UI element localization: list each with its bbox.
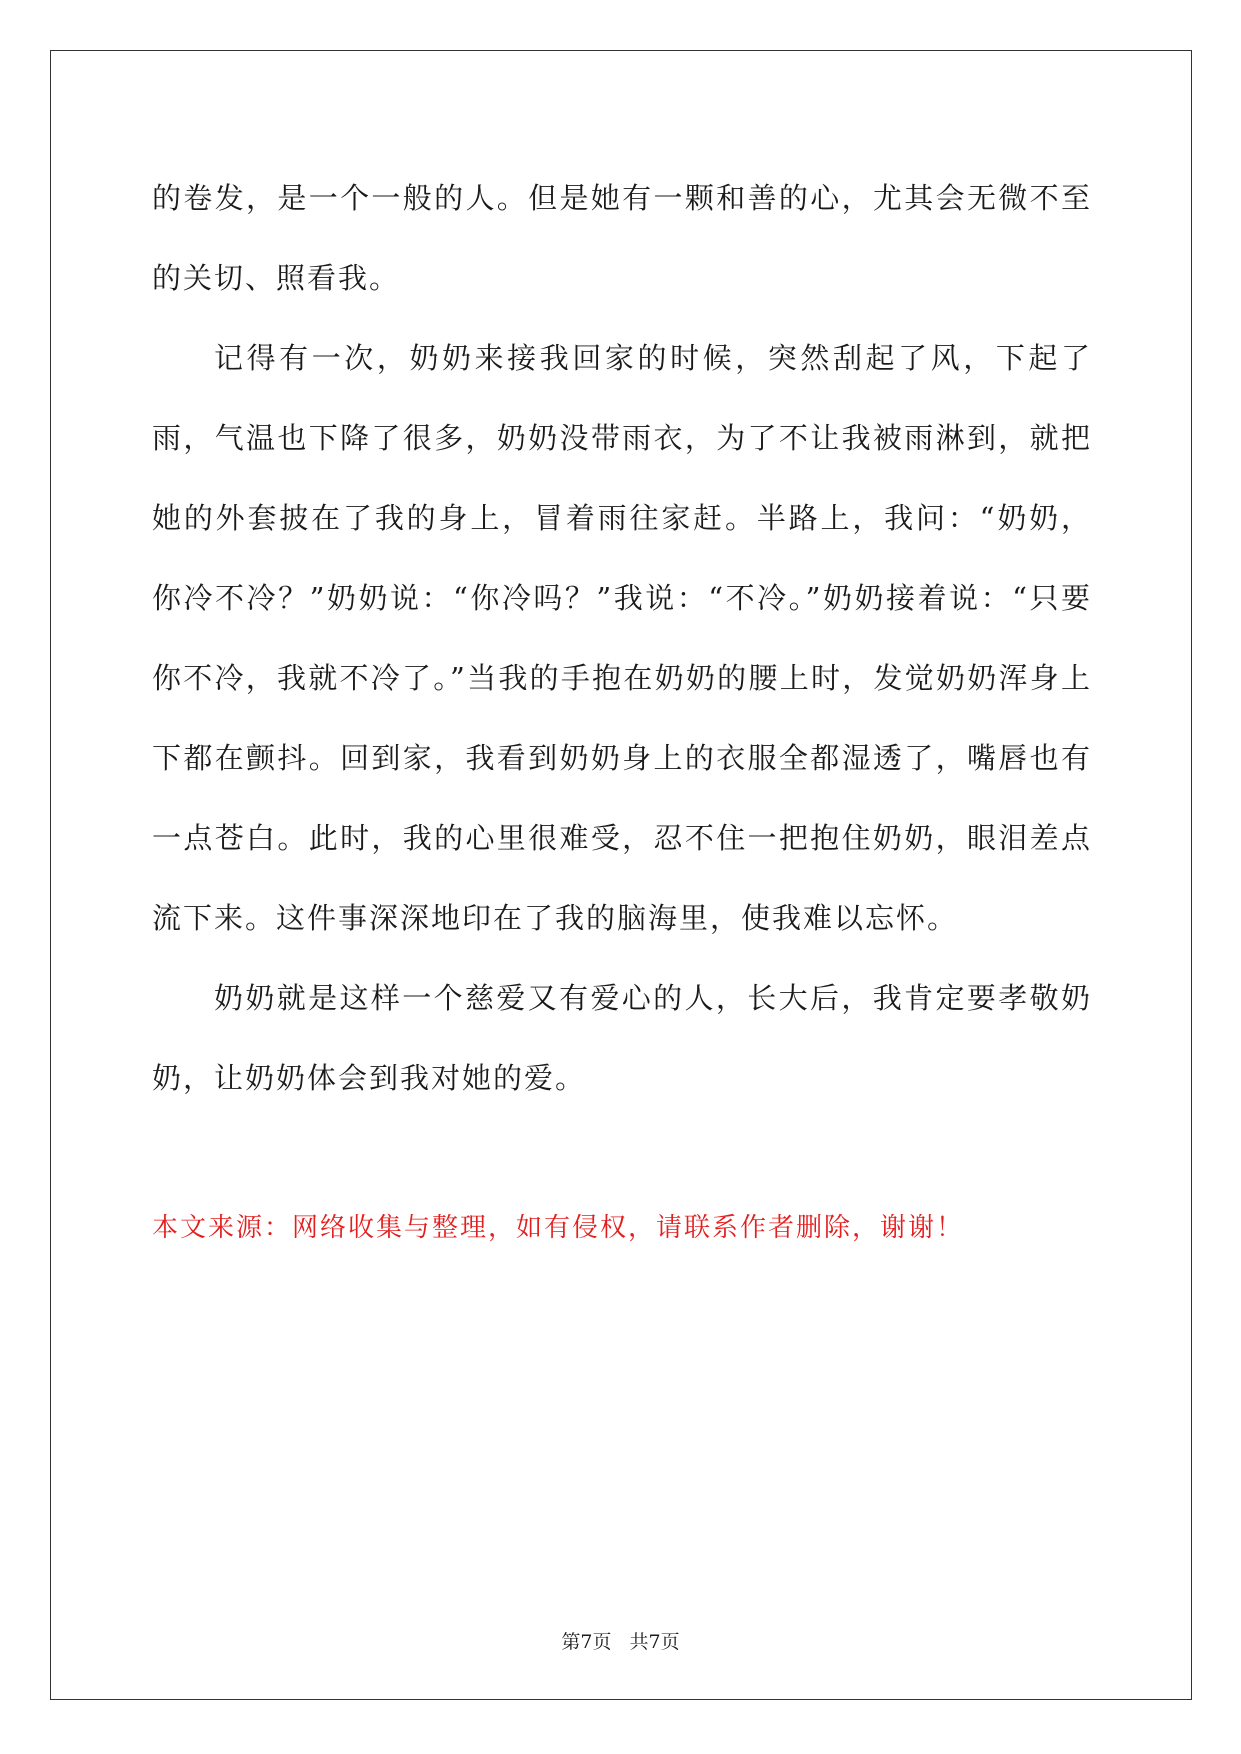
total-pages-label: 共7页 <box>629 1631 680 1653</box>
source-disclaimer: 本文来源：网络收集与整理，如有侵权，请联系作者删除，谢谢！ <box>152 1213 965 1243</box>
current-page-label: 第7页 <box>561 1631 612 1653</box>
document-body <box>152 158 1092 1250</box>
paragraph-continuation: 的卷发，是一个一般的人。但是她有一颗和善的心，尤其会无微不至的关切、照看我。 <box>152 181 1092 295</box>
paragraph-rain-story: 记得有一次，奶奶来接我回家的时候，突然刮起了风，下起了雨，气温也下降了很多，奶奶没带雨衣，为了不让我被雨淋到，就把她的外套披在了我的身上，冒着雨往家赶。半路上，我问：“奶奶，你冷不冷？”奶奶说：“你冷吗？”我说：“不冷。”奶奶接着说：“只要你不冷，我就不冷了。”当我的手抱在奶奶的腰上时，发觉奶奶浑身上下都在颤抖。回到家，我看到奶奶身上的衣服全都湿透了，嘴唇也有一点苍白。此时，我的心里很难受，忍不住一把抱住奶奶，眼泪差点流下来。这件事深深地印在了我的脑海里，使我难以忘怀。 <box>152 341 1092 935</box>
page-footer <box>0 1627 1241 1654</box>
paragraph-conclusion: 奶奶就是这样一个慈爱又有爱心的人，长大后，我肯定要孝敬奶奶，让奶奶体会到我对她的爱。 <box>152 981 1092 1095</box>
